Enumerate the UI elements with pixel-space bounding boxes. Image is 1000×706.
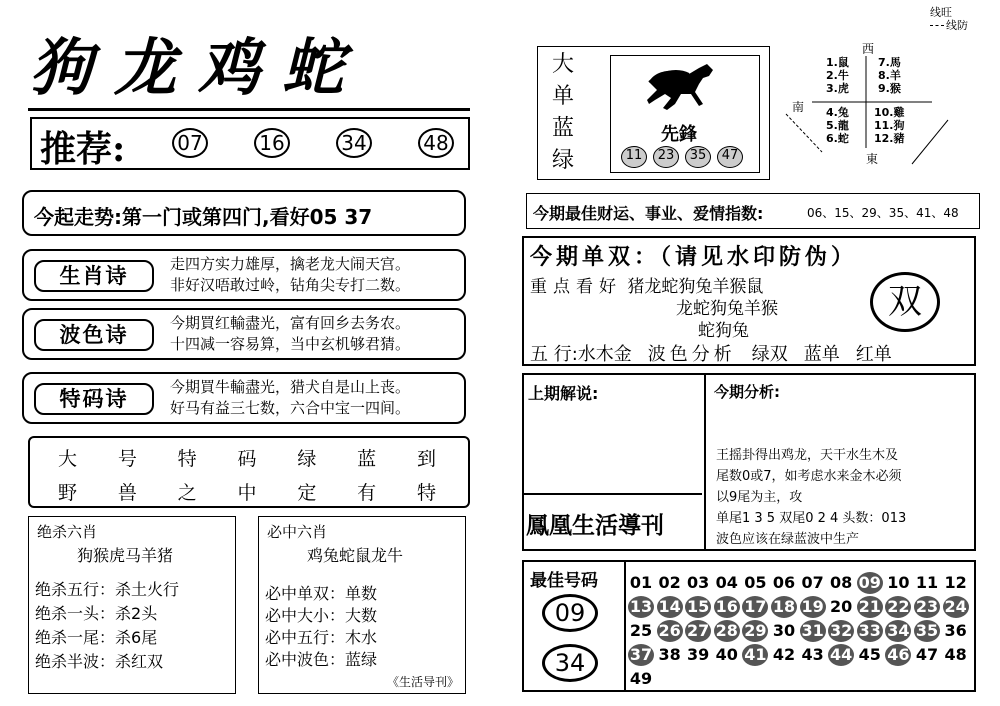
- horse-numbers: [621, 146, 743, 168]
- grid-number: 23: [915, 597, 939, 616]
- grid-number: 11: [915, 573, 939, 592]
- grid-number: 39: [687, 645, 710, 664]
- grid-number: 25: [629, 621, 653, 640]
- recommend-number: 34: [336, 128, 372, 158]
- dashed-line: [930, 25, 944, 26]
- kill-title: 绝杀六肖: [37, 523, 98, 541]
- hit-item: 必中波色：蓝绿: [265, 650, 378, 669]
- analysis-line: 尾数0或7，如考虑水来金木必须: [716, 469, 902, 484]
- oddeven-stamp: 双: [870, 272, 940, 332]
- last-panel: [524, 375, 706, 549]
- divider: [524, 493, 702, 495]
- grid-number: 45: [858, 645, 881, 664]
- kill-item: 绝杀一头：杀2头: [35, 604, 158, 623]
- horse-panel: [610, 55, 760, 173]
- grid-number: 44: [830, 645, 853, 664]
- hidden-char: 码: [237, 448, 257, 470]
- hidden-char: 特: [177, 448, 197, 470]
- hit-item: 必中单双：单数: [265, 584, 378, 603]
- kill-box: [28, 516, 236, 694]
- grid-number: 15: [687, 597, 710, 616]
- grid-number: 19: [801, 597, 824, 616]
- kill-item: 绝杀一尾：杀6尾: [35, 628, 158, 647]
- grid-number: 13: [629, 597, 653, 616]
- grid-number: 17: [744, 597, 767, 616]
- best-pick: 34: [542, 644, 598, 682]
- grid-number: 47: [915, 645, 939, 664]
- hidden-text-row: [58, 444, 436, 471]
- grid-number: 32: [830, 621, 853, 640]
- grid-number: 43: [801, 645, 824, 664]
- corner-legend: [930, 6, 968, 32]
- grid-number: 30: [772, 621, 796, 640]
- grid-number: 08: [830, 573, 853, 592]
- hidden-char: 大: [58, 448, 78, 470]
- grid-number: 46: [887, 645, 910, 664]
- index-label: 今期最佳财运、事业、爱情指数:: [533, 204, 764, 223]
- hidden-text-row: [58, 478, 436, 505]
- grid-number: 16: [715, 597, 738, 616]
- this-label: 今期分析:: [714, 383, 780, 401]
- horse-number: 11: [621, 146, 647, 168]
- horse-number: 47: [717, 146, 743, 168]
- grid-number: 14: [658, 597, 681, 616]
- hidden-char: 野: [58, 482, 78, 504]
- grid-number: 29: [744, 621, 767, 640]
- recommend-number: 07: [172, 128, 208, 158]
- grid-number: 28: [715, 621, 738, 640]
- oddeven-focus2: 龙蛇狗兔羊猴: [676, 299, 778, 319]
- oddeven-color-analysis: 波色分析: [647, 344, 736, 365]
- compass: [782, 40, 952, 180]
- grid-number: 12: [944, 573, 967, 592]
- oddeven-focus1: 猪龙蛇狗兔羊猴鼠: [627, 277, 764, 297]
- grid-number: 24: [944, 597, 967, 616]
- index-values: 06、15、29、35、41、48: [807, 206, 959, 220]
- recommend-number: 16: [254, 128, 290, 158]
- grid-number: 48: [944, 645, 967, 664]
- poem-label: 波色诗: [34, 319, 154, 351]
- grid-number: 40: [715, 645, 738, 664]
- banner-box: [537, 46, 770, 180]
- corner-line2: 线防: [946, 19, 968, 32]
- hidden-char: 号: [117, 448, 137, 470]
- grid-number: 09: [858, 573, 881, 592]
- oddeven-bottom: [530, 340, 892, 366]
- oddeven-blue: 蓝单: [803, 344, 840, 365]
- hidden-char: 绿: [297, 448, 317, 470]
- title-underline: [28, 108, 470, 111]
- oddeven-focus-label: 重点看好: [530, 277, 622, 297]
- grid-number: 26: [658, 621, 681, 640]
- best-label: 最佳号码: [530, 571, 598, 591]
- grid-number: 42: [772, 645, 796, 664]
- compass-left-top: 1.鼠 2.牛 3.虎: [826, 56, 849, 95]
- analysis-box: [522, 373, 976, 551]
- kill-item: 绝杀半波：杀红双: [35, 652, 164, 671]
- grid-number: 06: [772, 573, 796, 592]
- recommend-box: [30, 117, 470, 170]
- grid-number: 18: [772, 597, 796, 616]
- poem-line: 今期買红輸盡光，富有回乡去务农。: [170, 314, 411, 332]
- recommend-numbers: [172, 128, 454, 158]
- poem-line: 十四减一容易算，当中玄机够君猜。: [170, 335, 411, 353]
- hit-zodiacs: 鸡兔蛇鼠龙牛: [307, 546, 404, 565]
- oddeven-red: 红单: [855, 344, 892, 365]
- grid-number: 07: [801, 573, 824, 592]
- index-box: [526, 193, 980, 229]
- hit-title: 必中六肖: [267, 523, 328, 541]
- hidden-char: 到: [416, 448, 436, 470]
- oddeven-box: [522, 236, 976, 366]
- oddeven-title: 今期单双：（请见水印防伪）: [530, 245, 858, 270]
- hidden-char: 蓝: [357, 448, 377, 470]
- hidden-char: 中: [237, 482, 257, 504]
- grid-number: 04: [715, 573, 738, 592]
- horse-label: 先鋒: [661, 124, 697, 145]
- trend-box: [22, 190, 466, 236]
- grid-number: 20: [830, 597, 853, 616]
- poem-label: 生肖诗: [34, 260, 154, 292]
- oddeven-focus3: 蛇狗兔: [698, 321, 749, 341]
- compass-right-top: 7.馬 8.羊 9.猴: [878, 56, 901, 95]
- compass-south: 南: [792, 100, 805, 114]
- grid-number: 05: [744, 573, 767, 592]
- banner-side-text: 大 单 蓝 绿: [552, 52, 575, 173]
- analysis-line: 单尾1 3 5 双尾0 2 4 头数：013: [716, 511, 907, 526]
- poem-label: 特码诗: [34, 383, 154, 415]
- grid-number: 22: [887, 597, 910, 616]
- compass-east: 東: [866, 152, 879, 166]
- grid-number: 35: [915, 621, 939, 640]
- kill-zodiacs: 狗猴虎马羊猪: [77, 546, 174, 565]
- hit-footer: 《生活导刊》: [386, 675, 459, 689]
- analysis-line: 波色应该在绿蓝波中生产: [716, 532, 860, 547]
- trend-text: 今起走势:第一门或第四门,看好05 37: [34, 205, 373, 229]
- hidden-char: 定: [297, 482, 317, 504]
- compass-lines: [782, 40, 952, 180]
- kill-item: 绝杀五行：杀土火行: [35, 580, 180, 599]
- page-title: 狗龙鸡蛇: [30, 31, 367, 104]
- grid-number: 38: [658, 645, 681, 664]
- corner-line1: 线旺: [930, 6, 952, 19]
- grid-number: 34: [887, 621, 910, 640]
- hit-box: [258, 516, 466, 694]
- horse-icon: [637, 60, 727, 120]
- grid-number: 03: [687, 573, 710, 592]
- analysis-line: 以9尾为主，攻: [716, 490, 803, 505]
- poem-line: 非好汉唔敢过岭，钻角尖专打二数。: [170, 276, 411, 294]
- recommend-label: 推荐:: [40, 128, 126, 170]
- grid-number: 37: [629, 645, 653, 664]
- best-pick: 09: [542, 594, 598, 632]
- poem-line: 今期買牛輸盡光，猎犬自是山上丧。: [170, 378, 411, 396]
- compass-west: 西: [862, 42, 875, 56]
- hit-item: 必中大小：大数: [265, 606, 378, 625]
- compass-right-bottom: 10.雞 11.狗 12.豬: [874, 106, 905, 145]
- grid-number: 21: [858, 597, 881, 616]
- grid-number: 02: [658, 573, 681, 592]
- grid-number: 01: [629, 573, 653, 592]
- grid-number: 31: [801, 621, 824, 640]
- hidden-char: 有: [357, 482, 377, 504]
- oddeven-wuxing: 五 行:水木金: [530, 344, 632, 365]
- publisher-label: 鳳凰生活導刊: [526, 512, 664, 539]
- poem-line: 好马有益三七数，六合中宝一四间。: [170, 399, 411, 417]
- last-label: 上期解说:: [528, 384, 599, 403]
- horse-number: 35: [685, 146, 711, 168]
- grid-number: 36: [944, 621, 967, 640]
- compass-left-bottom: 4.兔 5.龍 6.蛇: [826, 106, 849, 145]
- grid-number: 49: [629, 669, 653, 688]
- horse-number: 23: [653, 146, 679, 168]
- grid-number: 33: [858, 621, 881, 640]
- recommend-number: 48: [418, 128, 454, 158]
- hidden-char: 特: [416, 482, 436, 504]
- number-grid: [628, 572, 974, 688]
- analysis-text: [716, 445, 906, 550]
- oddeven-green: 绿双: [751, 344, 788, 365]
- hidden-char: 兽: [117, 482, 137, 504]
- poem-line: 走四方实力雄厚，擒老龙大闹天宫。: [170, 255, 411, 273]
- analysis-line: 王摇卦得出鸡龙，天干水生木及: [716, 448, 899, 463]
- grid-number: 10: [887, 573, 910, 592]
- hidden-char: 之: [177, 482, 197, 504]
- grid-number: 27: [687, 621, 710, 640]
- hit-item: 必中五行：木水: [265, 628, 378, 647]
- grid-number: 41: [744, 645, 767, 664]
- best-box: [522, 560, 976, 692]
- hidden-text-box: [28, 436, 470, 508]
